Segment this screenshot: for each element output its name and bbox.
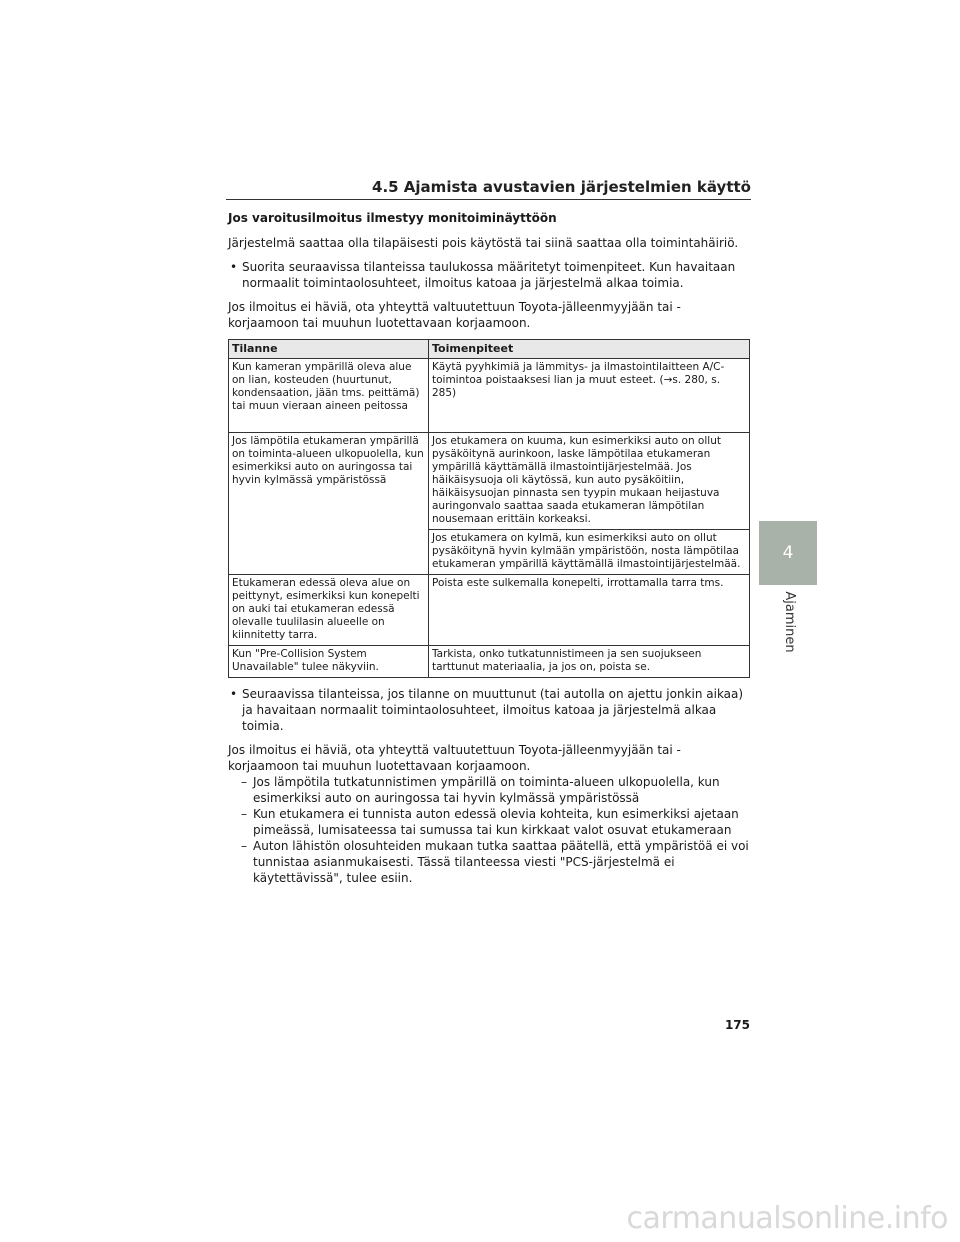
list-item [228,806,750,838]
chapter-label: Ajaminen [782,591,797,653]
dash-icon: – [241,807,247,821]
table-header-actions: Toimenpiteet [429,340,750,359]
intro-paragraph: Järjestelmä saattaa olla tilapäisesti pois käytöstä tai siinä saattaa olla toimintahäiriö. [228,236,739,250]
table-row [229,575,750,646]
table-header-situation: Tilanne [229,340,429,359]
bullet-item [228,686,750,734]
table-header-row [229,340,750,359]
contact-paragraph: Jos ilmoitus ei häviä, ota yhteyttä valtuutettuun Toyota-jälleenmyyjään tai -korjaamoon tai muuhun luotettavaan korjaamoon. [228,300,681,330]
bullet-text: Seuraavissa tilanteissa, jos tilanne on muuttunut (tai autolla on ajettu jonkin aikaa) ja havaitaan normaalit toimintaolosuhteet, ilmoitus katoaa ja järjestelmä alkaa toimia. [242,687,744,733]
situation-cell: Etukameran edessä oleva alue on peittynyt, esimerkiksi kun konepelti on auki tai etukameran edessä olevalle tuulilasin alueelle on kiinnitetty tarra. [229,575,429,646]
dash-icon: – [241,839,247,853]
bullet-item [228,259,750,291]
action-cell: Jos etukamera on kuuma, kun esimerkiksi auto on ollut pysäköitynä aurinkoon, laske lämpötilaa etukameran ympärillä käyttämällä ilmastointijärjestelmää. Jos häikäisysuoja oli käytössä, kun auto pysäköitiin, häikäisysuojan pinnasta sen tyypin mukaan heijastuva auringonvalo saattaa saada etukameran lämpötilan nousemaan erittäin korkeaksi. [429,433,750,530]
chapter-header: 4.5 Ajamista avustavien järjestelmien käyttö [372,178,751,196]
section-heading: Jos varoitusilmoitus ilmestyy monitoiminäyttöön [228,211,557,225]
bullet-dot-icon: • [230,260,238,274]
watermark-text: carmanualsonline.info [626,1201,948,1236]
bullet-dot-icon: • [230,687,238,701]
situation-cell: Kun kameran ympärillä oleva alue on lian, kosteuden (huurtunut, kondensaation, jään tms. peittämä) tai muun vieraan aineen peitossa [229,359,429,433]
action-cell: Tarkista, onko tutkatunnistimeen ja sen suojukseen tarttunut materiaalia, ja jos on, poista se. [429,646,750,678]
situation-cell: Jos lämpötila etukameran ympärillä on toiminta-alueen ulkopuolella, kun esimerkiksi auto on auringossa tai hyvin kylmässä ympäristössä [229,433,429,575]
table-row [229,359,750,433]
contact-paragraph: Jos ilmoitus ei häviä, ota yhteyttä valtuutettuun Toyota-jälleenmyyjään tai -korjaamoon tai muuhun luotettavaan korjaamoon. [228,743,681,773]
chapter-number: 4 [782,543,794,563]
action-cell: Jos etukamera on kylmä, kun esimerkiksi auto on ollut pysäköitynä hyvin kylmään ympäristöön, nosta lämpötilaa etukameran ympärillä käyttämällä ilmastointijärjestelmää. [429,530,750,575]
page-number: 175 [724,1018,750,1032]
chapter-tab [759,521,817,585]
table-row [229,433,750,530]
table-row [229,646,750,678]
action-cell: Poista este sulkemalla konepelti, irrottamalla tarra tms. [429,575,750,646]
situation-cell: Kun "Pre-Collision System Unavailable" tulee näkyviin. [229,646,429,678]
dash-icon: – [241,775,247,789]
list-item-text: Jos lämpötila tutkatunnistimen ympärillä on toiminta-alueen ulkopuolella, kun esimerkiksi auto on auringossa tai hyvin kylmässä ympäristössä [253,775,720,805]
list-item-text: Auton lähistön olosuhteiden mukaan tutka saattaa päätellä, että ympäristöä ei voi tunnistaa asianmukaisesti. Tässä tilanteessa viesti "PCS-järjestelmä ei käytettävissä", tulee esiin. [253,839,749,885]
main-content [228,210,750,886]
bullet-text: Suorita seuraavissa tilanteissa taulukossa määritetyt toimenpiteet. Kun havaitaan normaalit toimintaolosuhteet, ilmoitus katoaa ja järjestelmä alkaa toimia. [242,260,736,290]
situation-table [228,339,750,678]
list-item [228,838,750,886]
condition-list [228,774,750,886]
action-cell: Käytä pyyhkimiä ja lämmitys- ja ilmastointilaitteen A/C-toimintoa poistaaksesi lian ja muut esteet. (→s. 280, s. 285) [429,359,750,433]
list-item [228,774,750,806]
header-divider [226,199,751,200]
list-item-text: Kun etukamera ei tunnista auton edessä olevia kohteita, kun esimerkiksi ajetaan pimeässä, lumisateessa tai sumussa tai kun kirkkaat valot osuvat etukameraan [253,807,739,837]
